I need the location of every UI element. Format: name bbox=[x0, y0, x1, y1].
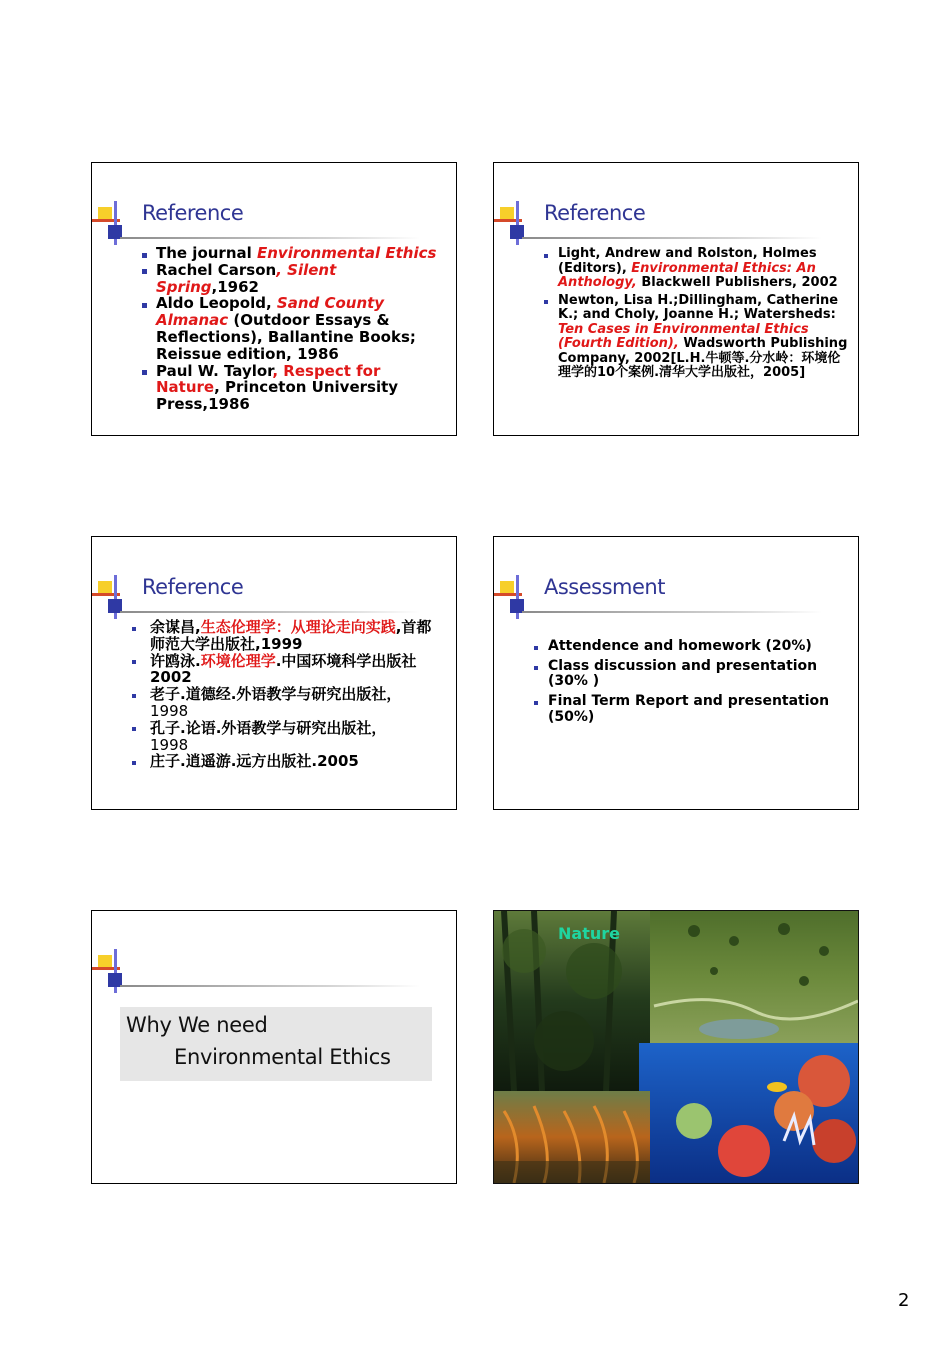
slide-title: Reference bbox=[142, 575, 244, 599]
list-item: Newton, Lisa H.;Dillingham, Catherine K.; and Choly, Joanne H.; Watersheds: Ten Cases in Environmental Ethics (Fourth Edition), Wadsworth Publishing Company, 2002[L.H.牛顿等.分水岭：环境伦理学的10个案例.清华大学出版社，2005] bbox=[544, 294, 850, 381]
list-item: Paul W. Taylor, Respect for Nature, Princeton University Press,1986 bbox=[142, 363, 442, 413]
title-rule bbox=[522, 611, 822, 613]
list-item: 许鸥泳.环境伦理学.中国环境科学出版社 2002 bbox=[132, 653, 442, 687]
slide-reference-3 bbox=[91, 536, 457, 810]
title-rule bbox=[120, 611, 420, 613]
page-number: 2 bbox=[898, 1290, 910, 1311]
slide-title: Assessment bbox=[544, 575, 665, 599]
list-item: Aldo Leopold, Sand County Almanac (Outdoor Essays & Reflections), Ballantine Books; Reissue edition, 1986 bbox=[142, 295, 442, 362]
title-rule bbox=[120, 985, 420, 987]
title-rule bbox=[120, 237, 420, 239]
list-item: 庄子.逍遥游.远方出版社.2005 bbox=[132, 753, 442, 770]
nature-collage-image bbox=[494, 911, 858, 1183]
title-line-2: Environmental Ethics bbox=[174, 1045, 391, 1069]
slide-nature bbox=[493, 910, 859, 1184]
title-line-1: Why We need bbox=[126, 1013, 268, 1037]
nature-label: Nature bbox=[558, 924, 620, 943]
slide-title: Reference bbox=[544, 201, 646, 225]
list-item: Final Term Report and presentation (50%) bbox=[534, 694, 834, 725]
slide-assessment bbox=[493, 536, 859, 810]
slide-why-we-need bbox=[91, 910, 457, 1184]
title-box bbox=[120, 1007, 432, 1081]
slide-reference-1 bbox=[91, 162, 457, 436]
reference-list bbox=[132, 619, 442, 770]
assessment-list bbox=[534, 639, 834, 725]
slide-reference-2 bbox=[493, 162, 859, 436]
title-rule bbox=[522, 237, 822, 239]
list-item: 老子.道德经.外语教学与研究出版社， 1998 bbox=[132, 686, 442, 720]
list-item: Light, Andrew and Rolston, Holmes (Editors), Environmental Ethics: An Anthology, Blackwell Publishers, 2002 bbox=[544, 247, 850, 291]
list-item: 孔子.论语.外语教学与研究出版社， 1998 bbox=[132, 720, 442, 754]
list-item: Class discussion and presentation (30% ) bbox=[534, 659, 834, 690]
reference-list bbox=[544, 247, 850, 381]
list-item: 余谋昌,生态伦理学：从理论走向实践,首都师范大学出版社,1999 bbox=[132, 619, 442, 653]
list-item: Attendence and homework (20%) bbox=[534, 639, 834, 655]
list-item: Rachel Carson, Silent Spring,1962 bbox=[142, 262, 442, 296]
reference-list bbox=[142, 245, 442, 413]
list-item: The journal Environmental Ethics bbox=[142, 245, 442, 262]
slide-title: Reference bbox=[142, 201, 244, 225]
